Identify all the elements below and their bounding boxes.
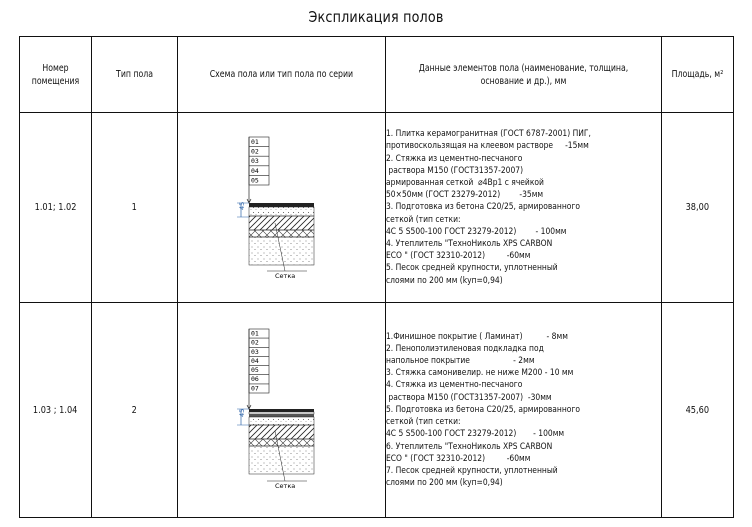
desc-line: 5. Песок средней крупности, уплотненный [386, 263, 558, 274]
header-floor-type: Тип пола [92, 37, 178, 113]
layer-label: 04 [250, 356, 259, 365]
layer-label: 01 [250, 329, 259, 338]
desc-line: ECO " (ГОСТ 32310-2012) -60мм [386, 251, 531, 262]
layer-label: 05 [250, 366, 259, 375]
header-elements: Данные элементов пола (наименование, толщина, основание и др.), мм [386, 37, 662, 113]
desc-line: 1.Финишное покрытие ( Ламинат) - 8мм [386, 331, 568, 342]
layer-label: 01 [250, 137, 259, 146]
floor-section-diagram-1 [227, 131, 337, 281]
desc-line: ECO " (ГОСТ 32310-2012) -60мм [386, 453, 531, 464]
layer-label: 02 [250, 338, 259, 347]
desc-line: сеткой (тип сетки: [386, 417, 461, 428]
desc-line: сеткой (тип сетки: [386, 214, 461, 225]
desc-line: 2. Пенополиэтиленовая подкладка под [386, 343, 544, 354]
desc-line: 5. Подготовка из бетона С20/25, армированного [386, 404, 581, 415]
header-area: Площадь, м² [662, 37, 734, 113]
floor-type-cell: 2 [92, 303, 178, 518]
desc-line: 4С 5 S500-100 ГОСТ 23279-2012) - 100мм [386, 429, 565, 440]
elements-description [386, 303, 662, 518]
desc-line: 2. Стяжка из цементно-песчаного [386, 153, 523, 164]
floor-section-diagram-2 [227, 323, 337, 493]
room-number-cell: 1.03 ; 1.04 [20, 303, 92, 518]
desc-line: раствора М150 (ГОСТ31357-2007) [386, 165, 524, 176]
desc-line: 50×50мм (ГОСТ 23279-2012) -35мм [386, 190, 544, 201]
desc-line: напольное покрытие - 2мм [386, 356, 535, 367]
table-row [20, 303, 734, 518]
desc-line: 3. Подготовка из бетона С20/25, армированного [386, 202, 581, 213]
desc-line: противоскользящая на клеевом растворе -15мм [386, 141, 589, 152]
floor-scheme-drawing [178, 113, 386, 303]
layer-label: 06 [250, 375, 259, 384]
layer-label: 05 [250, 175, 259, 184]
layer-label: 03 [250, 347, 259, 356]
floor-scheme-drawing [178, 303, 386, 518]
room-number-cell: 1.01; 1.02 [20, 113, 92, 303]
table-header-row [20, 37, 734, 113]
area-cell: 38,00 [662, 113, 734, 303]
layer-label: 03 [250, 156, 259, 165]
desc-line: слоями по 200 мм (kуп=0,94) [386, 275, 503, 286]
desc-line: 4. Утеплитель "ТехноНиколь XPS CARBON [386, 239, 553, 249]
desc-line: 1. Плитка керамогранитная (ГОСТ 6787-2001) ПИГ, [386, 129, 591, 140]
dimension-label: 45 [237, 201, 246, 210]
desc-line: 3. Стяжка самонивелир. не ниже М200 - 10 мм [386, 368, 574, 379]
desc-line: раствора М150 (ГОСТ31357-2007) -30мм [386, 392, 552, 403]
floor-type-cell: 1 [92, 113, 178, 303]
header-room-number: Номер помещения [20, 37, 92, 113]
layer-label: 02 [250, 147, 259, 156]
layer-label: 04 [250, 166, 259, 175]
desc-line: 4С 5 S500-100 ГОСТ 23279-2012) - 100мм [386, 226, 567, 237]
desc-line: 4. Стяжка из цементно-песчаного [386, 380, 523, 391]
table-row [20, 113, 734, 303]
mesh-label: Сетка [274, 271, 295, 280]
dimension-label: 45 [237, 408, 246, 417]
desc-line: 6. Утеплитель "ТехноНиколь XPS CARBON [386, 441, 553, 452]
desc-line: слоями по 200 мм (kуп=0,94) [386, 478, 503, 489]
area-cell: 45,60 [662, 303, 734, 518]
elements-description [386, 113, 662, 303]
desc-line: армированная сеткой ⌀4Вр1 с ячейкой [386, 177, 544, 188]
mesh-label: Сетка [274, 482, 295, 490]
layer-label: 07 [250, 384, 259, 393]
page-title: Экспликация полов [308, 8, 444, 26]
floor-explication-table [19, 36, 734, 518]
header-scheme: Схема пола или тип пола по серии [178, 37, 386, 113]
desc-line: 7. Песок средней крупности, уплотненный [386, 465, 558, 476]
